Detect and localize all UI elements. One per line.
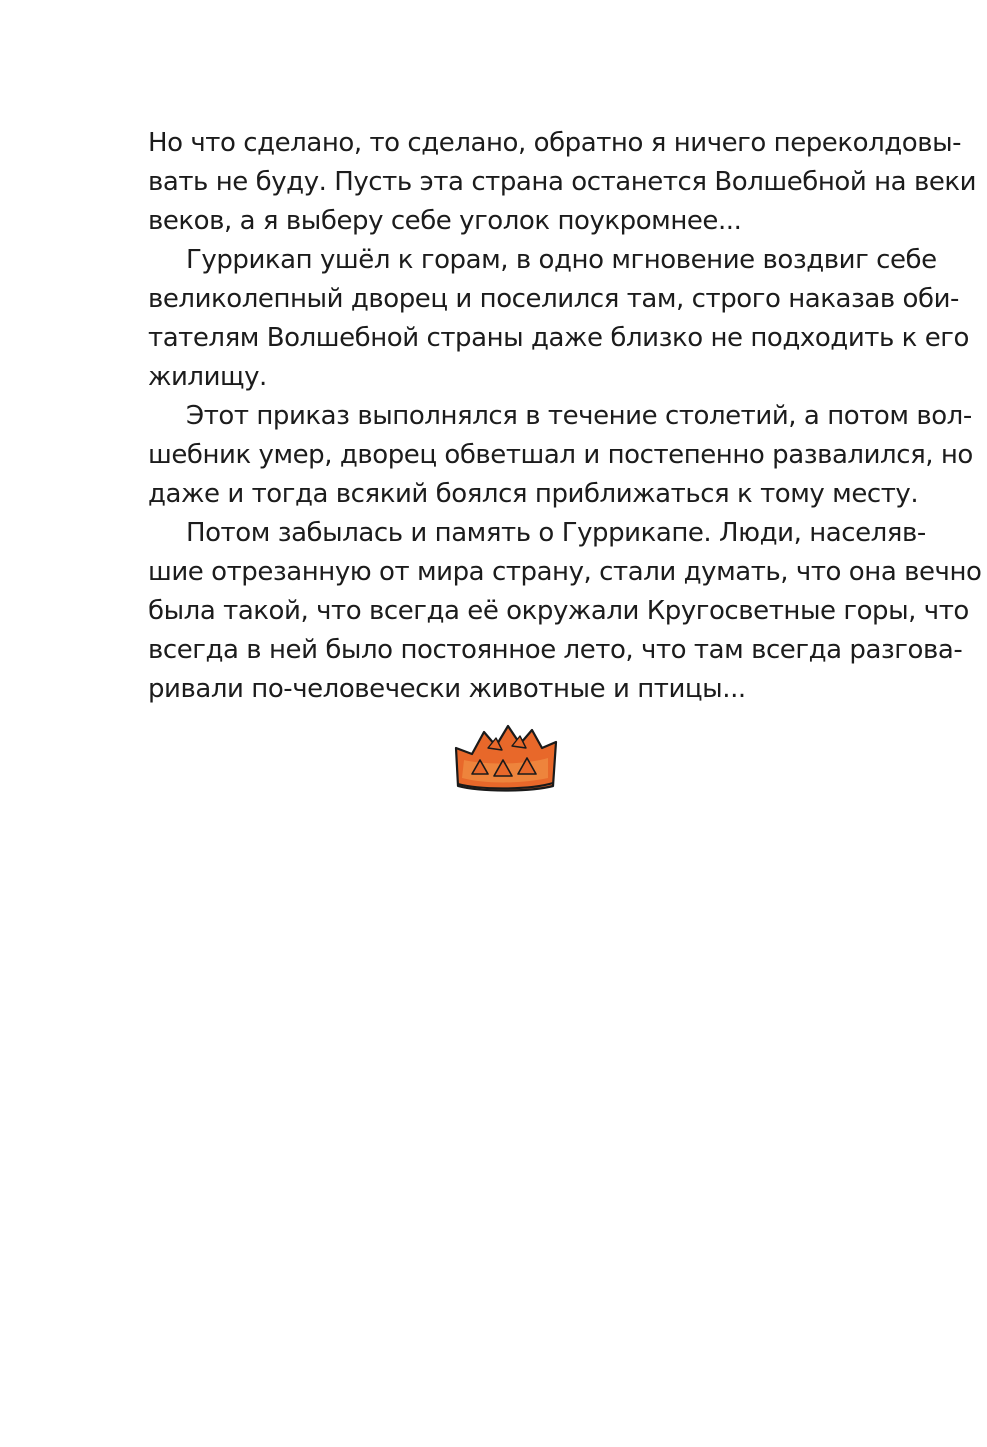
text-line: Но что сделано, то сделано, обратно я ничего переколдовы- — [148, 128, 962, 158]
text-line: Гуррикап ушёл к горам, в одно мгновение воздвиг себе — [186, 245, 937, 275]
text-line: тателям Волшебной страны даже близко не подходить к его — [148, 323, 969, 353]
text-line: шие отрезанную от мира страну, стали думать, что она вечно — [148, 557, 982, 587]
text-line: всегда в ней было постоянное лето, что там всегда разгова- — [148, 635, 963, 665]
text-line: вать не буду. Пусть эта страна останется Волшебной на веки — [148, 167, 977, 197]
text-line: ривали по-человечески животные и птицы... — [148, 674, 746, 704]
paragraph — [148, 241, 969, 397]
text-line: Потом забылась и память о Гуррикапе. Люди, населяв- — [186, 518, 926, 548]
paragraph — [148, 397, 973, 514]
story-text — [148, 124, 982, 709]
crown-drawing — [450, 720, 560, 800]
paragraph — [148, 124, 977, 241]
text-line: даже и тогда всякий боялся приближаться к тому месту. — [148, 479, 919, 509]
text-line: веков, а я выберу себе уголок поукромнее... — [148, 206, 742, 236]
text-line: великолепный дворец и поселился там, строго наказав оби- — [148, 284, 959, 314]
text-line: была такой, что всегда её окружали Кругосветные горы, что — [148, 596, 969, 626]
text-line: Этот приказ выполнялся в течение столетий, а потом вол- — [186, 401, 972, 431]
text-line: шебник умер, дворец обветшал и постепенно развалился, но — [148, 440, 973, 470]
paragraph — [148, 514, 982, 709]
text-line: жилищу. — [148, 362, 267, 392]
crown-icon — [450, 720, 560, 800]
